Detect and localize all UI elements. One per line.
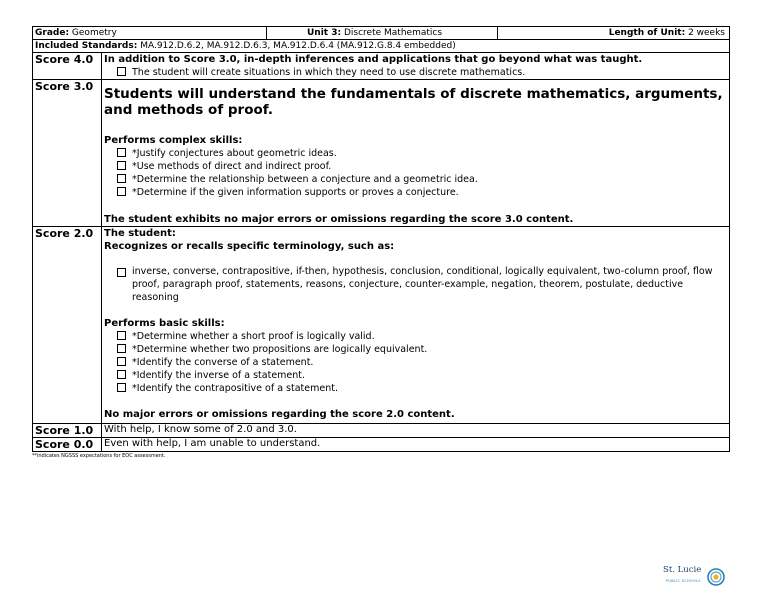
score2-skills-heading: Performs basic skills: xyxy=(104,318,225,329)
score3-skills-heading: Performs complex skills: xyxy=(104,135,243,146)
checkbox-icon xyxy=(117,370,126,379)
score1-label: Score 1.0 xyxy=(33,424,102,438)
unit-label: Unit 3: xyxy=(307,28,342,38)
logo-name: St. Lucie xyxy=(663,565,702,575)
score4-heading: In addition to Score 3.0, in-depth inferences and applications that go beyond what was taught. xyxy=(104,54,643,65)
checkbox-icon xyxy=(117,357,126,366)
score0-label: Score 0.0 xyxy=(33,438,102,452)
list-item: *Use methods of direct and indirect proof. xyxy=(104,160,727,173)
checkbox-icon xyxy=(117,161,126,170)
score3-closing: The student exhibits no major errors or omissions regarding the score 3.0 content. xyxy=(104,214,574,225)
length-label: Length of Unit: xyxy=(608,28,686,38)
list-item: *Determine if the given information supports or proves a conjecture. xyxy=(104,186,727,199)
length-cell xyxy=(498,27,729,39)
checkbox-icon xyxy=(117,383,126,392)
logo-tagline: PUBLIC SCHOOLS xyxy=(666,579,701,583)
list-item: *Determine whether a short proof is logically valid. xyxy=(104,330,727,343)
score4-item: The student will create situations in which they need to use discrete mathematics. xyxy=(104,66,727,79)
checkbox-icon xyxy=(117,67,126,76)
score2-row xyxy=(33,227,730,424)
header-row xyxy=(32,26,730,39)
footnote: **indicates NGSSS expectations for EOC assessment. xyxy=(32,453,166,459)
score3-row xyxy=(33,80,730,227)
score1-row xyxy=(33,424,730,438)
score3-label: Score 3.0 xyxy=(33,80,102,227)
score2-label: Score 2.0 xyxy=(33,227,102,424)
unit-value: Discrete Mathematics xyxy=(343,28,443,38)
score3-content xyxy=(102,80,730,227)
unit-cell xyxy=(267,27,498,39)
score4-content xyxy=(102,53,730,80)
score2-intro: The student: xyxy=(104,228,176,239)
st-lucie-logo xyxy=(662,565,726,587)
checkbox-icon xyxy=(117,187,126,196)
score0-text: Even with help, I am unable to understand. xyxy=(102,438,730,452)
list-item: *Identify the converse of a statement. xyxy=(104,356,727,369)
standards-row xyxy=(32,39,730,52)
score3-goal: Students will understand the fundamentals of discrete mathematics, arguments, and methods of proof. xyxy=(104,86,723,118)
checkbox-icon xyxy=(117,344,126,353)
sun-icon xyxy=(706,567,726,587)
grade-label: Grade: xyxy=(35,28,70,38)
scale-document xyxy=(32,26,730,459)
score1-text: With help, I know some of 2.0 and 3.0. xyxy=(102,424,730,438)
score2-terms: inverse, converse, contrapositive, if-then, hypothesis, conclusion, conditional, logically equivalent, two-column proof, flow proof, paragraph proof, statements, reasons, conjecture, counter-example, negation, theorem, postulate, deductive reasoning xyxy=(104,265,727,304)
score4-label: Score 4.0 xyxy=(33,53,102,80)
scale-table xyxy=(32,52,730,452)
score0-row xyxy=(33,438,730,452)
list-item: *Identify the inverse of a statement. xyxy=(104,369,727,382)
standards-label: Included Standards: xyxy=(35,41,138,51)
checkbox-icon xyxy=(117,174,126,183)
list-item: *Justify conjectures about geometric ideas. xyxy=(104,147,727,160)
checkbox-icon xyxy=(117,331,126,340)
list-item: *Determine whether two propositions are logically equivalent. xyxy=(104,343,727,356)
checkbox-icon xyxy=(117,268,126,277)
length-value: 2 weeks xyxy=(688,28,725,38)
checkbox-icon xyxy=(117,148,126,157)
score4-row xyxy=(33,53,730,80)
score2-closing: No major errors or omissions regarding the score 2.0 content. xyxy=(104,409,455,420)
list-item: *Determine the relationship between a conjecture and a geometric idea. xyxy=(104,173,727,186)
grade-cell xyxy=(33,27,267,39)
standards-value: MA.912.D.6.2, MA.912.D.6.3, MA.912.D.6.4 (MA.912.G.8.4 embedded) xyxy=(140,41,456,51)
list-item: *Identify the contrapositive of a statement. xyxy=(104,382,727,395)
grade-value: Geometry xyxy=(71,28,117,38)
score2-terms-heading: Recognizes or recalls specific terminology, such as: xyxy=(104,241,395,252)
score2-content xyxy=(102,227,730,424)
